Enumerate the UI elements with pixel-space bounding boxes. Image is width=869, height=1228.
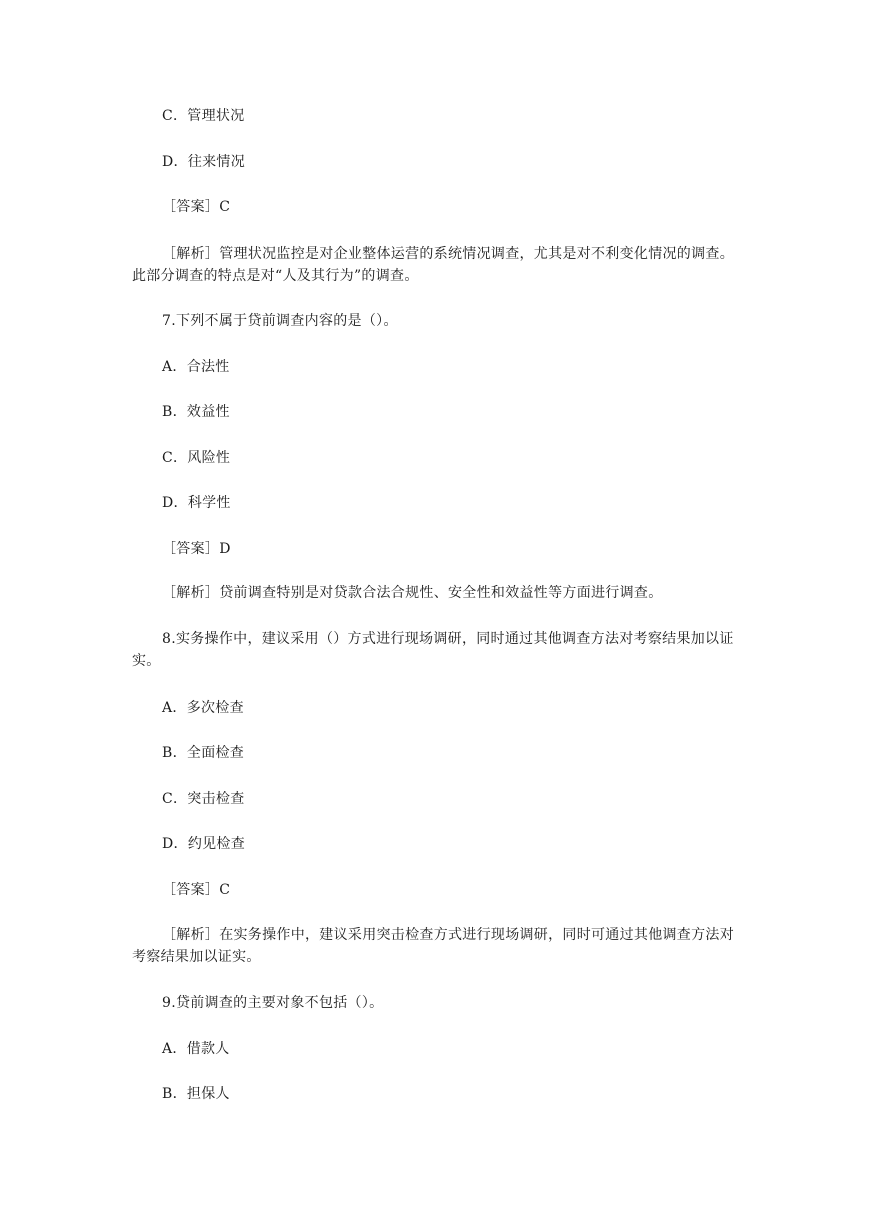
q6-option-d: D．往来情况	[162, 154, 246, 170]
q7-option-b: B．效益性	[162, 404, 230, 420]
q8-option-d: D．约见检查	[162, 836, 246, 852]
q6-option-c: C．管理状况	[162, 108, 245, 124]
q9-option-b: B．担保人	[162, 1086, 230, 1102]
q8-answer: ［答案］C	[162, 882, 231, 898]
q9-question: 9.贷前调查的主要对象不包括（）。	[162, 995, 384, 1011]
q7-analysis: ［解析］贷前调查特别是对贷款合法合规性、安全性和效益性等方面进行调查。	[162, 585, 663, 601]
q7-question: 7.下列不属于贷前调查内容的是（）。	[162, 313, 398, 329]
q6-answer: ［答案］C	[162, 199, 231, 215]
q6-analysis: ［解析］管理状况监控是对企业整体运营的系统情况调查，尤其是对不利变化情况的调查。此部分调查的特点是对“人及其行为”的调查。	[132, 246, 734, 284]
q7-option-a: A．合法性	[162, 359, 230, 375]
q7-option-d: D．科学性	[162, 495, 231, 511]
q7-answer: ［答案］D	[162, 541, 231, 557]
q8-option-a: A．多次检查	[162, 700, 244, 716]
q8-question: 8.实务操作中，建议采用（）方式进行现场调研，同时通过其他调查方法对考察结果加以证实。	[132, 631, 734, 669]
q9-option-a: A．借款人	[162, 1041, 230, 1057]
q8-option-b: B．全面检查	[162, 745, 245, 761]
q8-analysis: ［解析］在实务操作中，建议采用突击检查方式进行现场调研，同时可通过其他调查方法对考察结果加以证实。	[132, 927, 734, 965]
q7-option-c: C．风险性	[162, 450, 231, 466]
q8-option-c: C．突击检查	[162, 791, 245, 807]
